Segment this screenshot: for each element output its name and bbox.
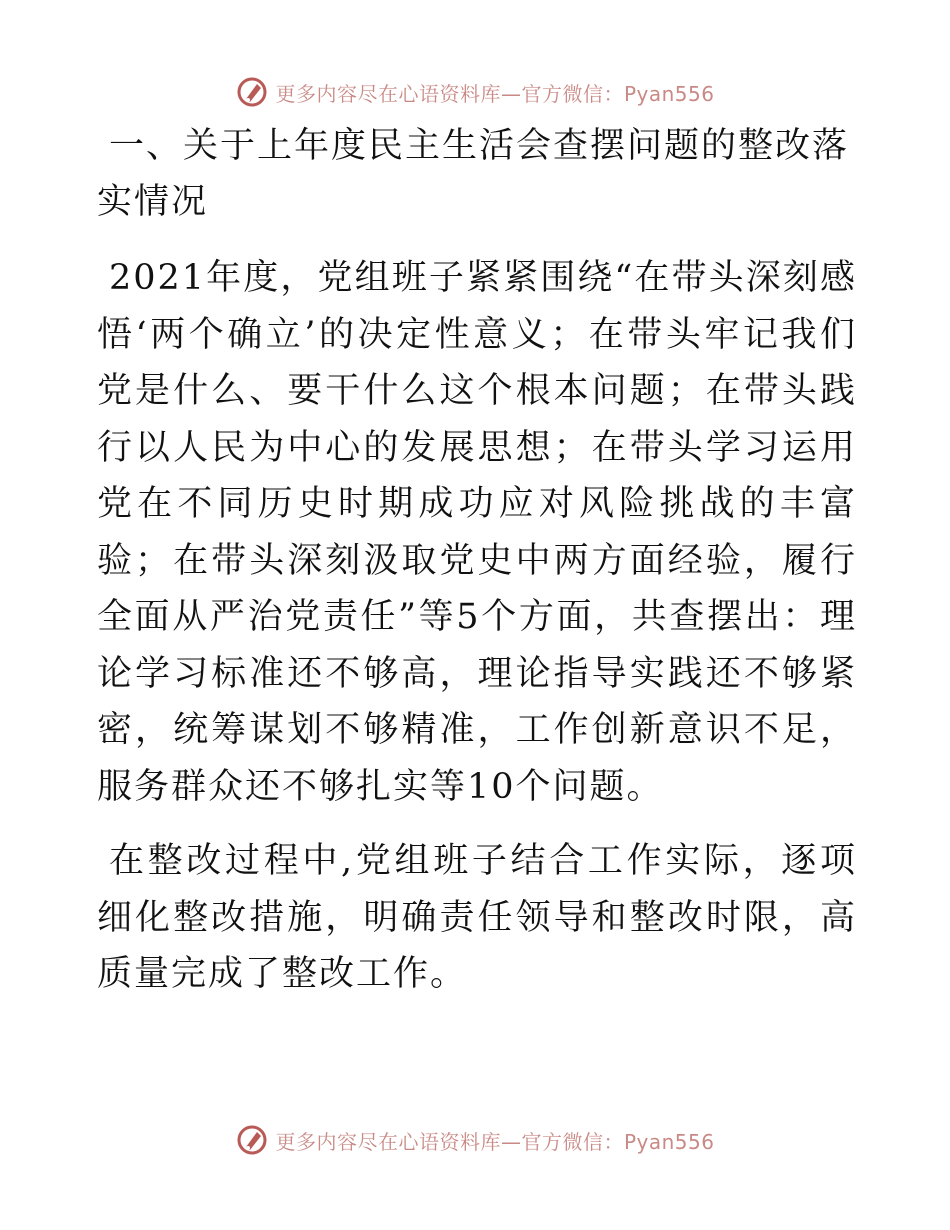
- pen-nib-logo-icon: [235, 1123, 269, 1157]
- footer-watermark-text: 更多内容尽在心语资料库—官方微信：Pyan556: [275, 1129, 715, 1154]
- pen-nib-logo-icon: [235, 75, 269, 109]
- header-watermark-banner: [0, 72, 950, 112]
- section-heading: 一、关于上年度民主生活会查摆问题的整改落实情况: [97, 126, 850, 222]
- paragraph-overview: 2021年度，党组班子紧紧围绕“在带头深刻感悟‘两个确立’的决定性意义；在带头牢记我们党是什么、要干什么这个根本问题；在带头践行以人民为中心的发展思想；在带头学习运用党在不同历史时期成功应对风险挑战的丰富验；在带头深刻汲取党史中两方面经验，履行全面从严治党责任”等5个方面，共查摆出：理论学习标准还不够高，理论指导实践还不够紧密，统筹谋划不够精准，工作创新意识不足，服务群众还不够扎实等10个问题。: [97, 258, 857, 807]
- footer-watermark-banner: [0, 1120, 950, 1160]
- header-watermark-text: 更多内容尽在心语资料库—官方微信：Pyan556: [275, 81, 715, 106]
- document-body: [97, 118, 857, 1003]
- paragraph-rectification: 在整改过程中,党组班子结合工作实际，逐项细化整改措施，明确责任领导和整改时限，高质量完成了整改工作。: [97, 841, 857, 994]
